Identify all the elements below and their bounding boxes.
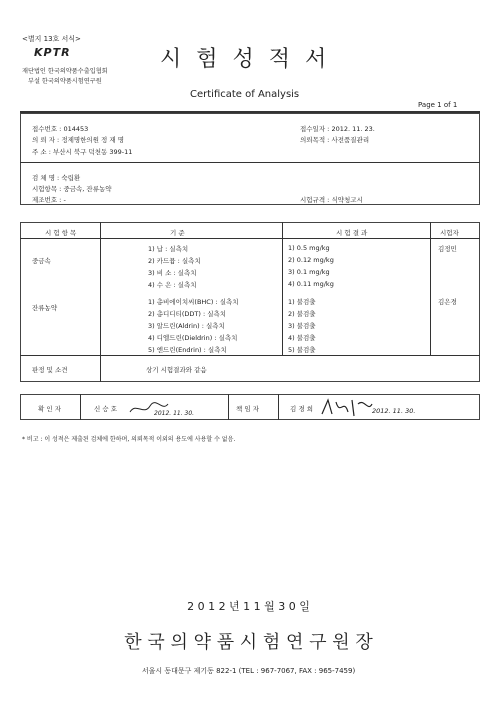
confirmer-name: 신 승 호: [94, 405, 117, 413]
criteria-row: 3) 알드린(Aldrin) : 실측치: [148, 322, 225, 330]
result-row: 2) 0.12 mg/kg: [288, 256, 334, 264]
tester-1: 김정민: [438, 245, 457, 253]
criteria-row: 2) 카드뮴 : 실측치: [148, 257, 201, 265]
criteria-row: 5) 엔드린(Endrin) : 실측치: [148, 346, 227, 354]
test-items: 시험항목 : 중금속, 잔류농약: [32, 185, 112, 193]
table-judgment-rule: [20, 355, 480, 356]
criteria-row: 1) 총비에이치씨(BHC) : 실측치: [148, 298, 239, 306]
tester-2: 김은경: [438, 298, 457, 306]
item-pesticide: 잔류농약: [32, 304, 58, 312]
col-divider-1: [100, 222, 101, 355]
item-heavy-metals: 중금속: [32, 257, 51, 265]
confirmer-label: 확 인 자: [38, 405, 61, 413]
responsible-signature: [318, 394, 378, 420]
criteria-row: 4) 수 은 : 실측치: [148, 281, 197, 289]
result-row: 4) 0.11 mg/kg: [288, 280, 334, 288]
responsible-label: 책 임 자: [236, 405, 259, 413]
page-number: Page 1 of 1: [418, 101, 458, 109]
remark-note: * 비고 : 이 성적은 제출된 검체에 한하며, 의뢰목적 이외의 용도에 사용할 수 없음.: [22, 436, 236, 443]
responsible-name: 김 경 희: [290, 405, 313, 413]
confirmer-date: 2012. 11. 30.: [154, 410, 195, 417]
info-divider: [20, 162, 480, 163]
issuer-name: 한 국 의 약 품 시 험 연 구 원 장: [124, 632, 373, 653]
table-header-rule: [20, 238, 480, 239]
judgment-label: 판정 및 소견: [32, 366, 68, 374]
test-standard: 시험규격 : 식약청고시: [300, 196, 363, 204]
address: 주 소 : 부산시 북구 덕천동 399-11: [32, 148, 133, 156]
col-header-tester: 시험자: [440, 229, 459, 237]
sig-divider-1: [80, 394, 81, 420]
responsible-date: 2012. 11. 30.: [372, 407, 416, 415]
org-name-1: 재단법인 한국의약품수출입협회: [22, 68, 108, 75]
issue-date: 2 0 1 2 년 1 1 월 3 0 일: [187, 600, 310, 613]
result-row: 3) 0.1 mg/kg: [288, 268, 330, 276]
results-table: [20, 222, 480, 382]
footer-address: 서울시 동대문구 제기동 822-1 (TEL : 967-7067, FAX : 965-7459): [141, 667, 356, 675]
client: 의 뢰 자 : 정제명한의원 정 재 명: [32, 136, 125, 144]
sample-name: 검 체 명 : 숙립환: [32, 174, 81, 182]
result-row: 1) 불검출: [288, 298, 316, 306]
col-divider-2: [282, 222, 283, 355]
sig-divider-2: [228, 394, 229, 420]
maker-no: 제조번호 : -: [32, 196, 66, 204]
judgment-text: 상기 시험결과와 같음: [146, 366, 207, 374]
logo: [34, 46, 106, 59]
result-row: 1) 0.5 mg/kg: [288, 244, 330, 252]
criteria-row: 1) 납 : 실측치: [148, 245, 189, 253]
col-divider-3: [430, 222, 431, 355]
form-label: <별지 13호 서식>: [22, 35, 81, 43]
col-header-item: 시 험 항 목: [45, 229, 77, 237]
result-row: 5) 불검출: [288, 346, 316, 354]
result-row: 3) 불검출: [288, 322, 316, 330]
logo-text: KPTR: [34, 46, 71, 59]
criteria-row: 2) 총디디티(DDT) : 실측치: [148, 310, 227, 318]
col-header-result: 시 험 결 과: [336, 229, 368, 237]
purpose: 의뢰목적 : 사전품질관리: [300, 136, 370, 144]
org-name-2: 부설 한국의약품시험연구원: [28, 78, 102, 85]
criteria-row: 3) 비 소 : 실측치: [148, 269, 197, 277]
result-row: 4) 불검출: [288, 334, 316, 342]
result-row: 2) 불검출: [288, 310, 316, 318]
judgment-divider: [100, 355, 101, 382]
col-header-criteria: 기 준: [170, 229, 185, 237]
receipt-no: 접수번호 : 014453: [32, 125, 89, 133]
receipt-date: 접수일자 : 2012. 11. 23.: [300, 125, 375, 133]
document-subtitle: Certificate of Analysis: [190, 89, 300, 100]
criteria-row: 4) 디엘드린(Dieldrin) : 실측치: [148, 334, 238, 342]
document-title: 시 험 성 적 서: [160, 47, 331, 72]
sig-divider-3: [278, 394, 279, 420]
